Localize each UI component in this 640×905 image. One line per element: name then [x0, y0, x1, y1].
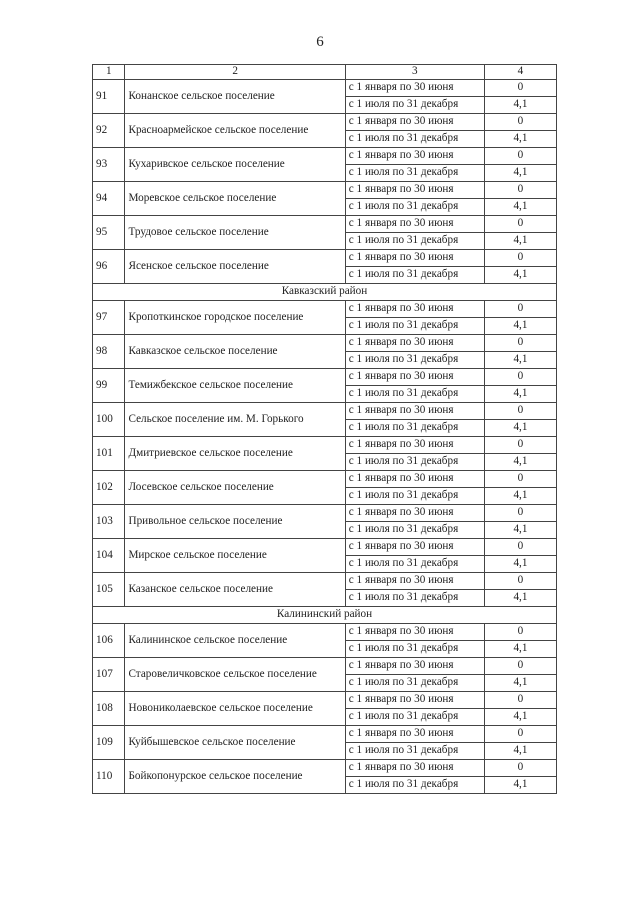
- table-row: [93, 80, 557, 97]
- table-body: [93, 65, 557, 794]
- value-first-half: 0: [484, 573, 556, 590]
- period-first-half: с 1 января по 30 июня: [345, 437, 484, 454]
- settlement-name: Кавказское сельское поселение: [125, 335, 345, 369]
- row-number: 99: [93, 369, 125, 403]
- row-number: 92: [93, 114, 125, 148]
- period-first-half: с 1 января по 30 июня: [345, 369, 484, 386]
- value-second-half: 4,1: [484, 590, 556, 607]
- column-header-2: 2: [125, 65, 345, 80]
- settlement-name: Лосевское сельское поселение: [125, 471, 345, 505]
- table-row: [93, 539, 557, 556]
- period-second-half: с 1 июля по 31 декабря: [345, 352, 484, 369]
- period-second-half: с 1 июля по 31 декабря: [345, 131, 484, 148]
- value-second-half: 4,1: [484, 233, 556, 250]
- period-first-half: с 1 января по 30 июня: [345, 114, 484, 131]
- row-number: 110: [93, 760, 125, 794]
- value-first-half: 0: [484, 760, 556, 777]
- period-second-half: с 1 июля по 31 декабря: [345, 165, 484, 182]
- period-second-half: с 1 июля по 31 декабря: [345, 199, 484, 216]
- row-number: 107: [93, 658, 125, 692]
- table-row: [93, 505, 557, 522]
- settlement-name: Новониколаевское сельское поселение: [125, 692, 345, 726]
- value-second-half: 4,1: [484, 556, 556, 573]
- row-number: 100: [93, 403, 125, 437]
- settlement-name: Темижбекское сельское поселение: [125, 369, 345, 403]
- period-first-half: с 1 января по 30 июня: [345, 573, 484, 590]
- value-second-half: 4,1: [484, 675, 556, 692]
- period-first-half: с 1 января по 30 июня: [345, 624, 484, 641]
- period-first-half: с 1 января по 30 июня: [345, 403, 484, 420]
- settlement-name: Моревское сельское поселение: [125, 182, 345, 216]
- tariff-table: [92, 64, 557, 794]
- value-first-half: 0: [484, 539, 556, 556]
- period-second-half: с 1 июля по 31 декабря: [345, 97, 484, 114]
- period-second-half: с 1 июля по 31 декабря: [345, 522, 484, 539]
- period-first-half: с 1 января по 30 июня: [345, 760, 484, 777]
- period-second-half: с 1 июля по 31 декабря: [345, 590, 484, 607]
- period-first-half: с 1 января по 30 июня: [345, 80, 484, 97]
- period-second-half: с 1 июля по 31 декабря: [345, 488, 484, 505]
- value-first-half: 0: [484, 437, 556, 454]
- table-row: [93, 335, 557, 352]
- value-second-half: 4,1: [484, 488, 556, 505]
- value-second-half: 4,1: [484, 165, 556, 182]
- period-first-half: с 1 января по 30 июня: [345, 335, 484, 352]
- period-second-half: с 1 июля по 31 декабря: [345, 743, 484, 760]
- settlement-name: Красноармейское сельское поселение: [125, 114, 345, 148]
- settlement-name: Калининское сельское поселение: [125, 624, 345, 658]
- table-row: [93, 658, 557, 675]
- row-number: 95: [93, 216, 125, 250]
- value-second-half: 4,1: [484, 131, 556, 148]
- period-second-half: с 1 июля по 31 декабря: [345, 777, 484, 794]
- table-row: [93, 692, 557, 709]
- settlement-name: Привольное сельское поселение: [125, 505, 345, 539]
- value-second-half: 4,1: [484, 386, 556, 403]
- settlement-name: Трудовое сельское поселение: [125, 216, 345, 250]
- row-number: 103: [93, 505, 125, 539]
- settlement-name: Конанское сельское поселение: [125, 80, 345, 114]
- table-row: [93, 624, 557, 641]
- column-header-3: 3: [345, 65, 484, 80]
- value-first-half: 0: [484, 148, 556, 165]
- value-first-half: 0: [484, 624, 556, 641]
- period-first-half: с 1 января по 30 июня: [345, 250, 484, 267]
- row-number: 98: [93, 335, 125, 369]
- region-header-row: [93, 607, 557, 624]
- settlement-name: Мирское сельское поселение: [125, 539, 345, 573]
- period-second-half: с 1 июля по 31 декабря: [345, 267, 484, 284]
- value-first-half: 0: [484, 369, 556, 386]
- period-second-half: с 1 июля по 31 декабря: [345, 420, 484, 437]
- column-header-1: 1: [93, 65, 125, 80]
- settlement-name: Бойкопонурское сельское поселение: [125, 760, 345, 794]
- settlement-name: Куйбышевское сельское поселение: [125, 726, 345, 760]
- row-number: 105: [93, 573, 125, 607]
- period-second-half: с 1 июля по 31 декабря: [345, 233, 484, 250]
- value-second-half: 4,1: [484, 777, 556, 794]
- value-second-half: 4,1: [484, 199, 556, 216]
- settlement-name: Казанское сельское поселение: [125, 573, 345, 607]
- row-number: 104: [93, 539, 125, 573]
- table-row: [93, 726, 557, 743]
- value-first-half: 0: [484, 726, 556, 743]
- row-number: 109: [93, 726, 125, 760]
- table-row: [93, 403, 557, 420]
- period-first-half: с 1 января по 30 июня: [345, 301, 484, 318]
- period-second-half: с 1 июля по 31 декабря: [345, 709, 484, 726]
- row-number: 108: [93, 692, 125, 726]
- table-row: [93, 148, 557, 165]
- settlement-name: Старовеличковское сельское поселение: [125, 658, 345, 692]
- table-row: [93, 471, 557, 488]
- region-header-row: [93, 284, 557, 301]
- value-second-half: 4,1: [484, 420, 556, 437]
- table-row: [93, 182, 557, 199]
- row-number: 93: [93, 148, 125, 182]
- row-number: 97: [93, 301, 125, 335]
- row-number: 91: [93, 80, 125, 114]
- page-number: 6: [316, 34, 324, 50]
- period-first-half: с 1 января по 30 июня: [345, 692, 484, 709]
- period-first-half: с 1 января по 30 июня: [345, 216, 484, 233]
- row-number: 106: [93, 624, 125, 658]
- settlement-name: Кухаривское сельское поселение: [125, 148, 345, 182]
- period-second-half: с 1 июля по 31 декабря: [345, 675, 484, 692]
- table-row: [93, 573, 557, 590]
- settlement-name: Сельское поселение им. М. Горького: [125, 403, 345, 437]
- value-second-half: 4,1: [484, 522, 556, 539]
- region-title: Кавказский район: [93, 284, 557, 301]
- period-first-half: с 1 января по 30 июня: [345, 182, 484, 199]
- value-first-half: 0: [484, 182, 556, 199]
- period-first-half: с 1 января по 30 июня: [345, 148, 484, 165]
- column-header-4: 4: [484, 65, 556, 80]
- table-row: [93, 216, 557, 233]
- value-second-half: 4,1: [484, 454, 556, 471]
- table-row: [93, 760, 557, 777]
- settlement-name: Кропоткинское городское поселение: [125, 301, 345, 335]
- table-row: [93, 437, 557, 454]
- value-second-half: 4,1: [484, 641, 556, 658]
- value-second-half: 4,1: [484, 267, 556, 284]
- value-first-half: 0: [484, 250, 556, 267]
- period-second-half: с 1 июля по 31 декабря: [345, 318, 484, 335]
- value-first-half: 0: [484, 80, 556, 97]
- row-number: 96: [93, 250, 125, 284]
- period-first-half: с 1 января по 30 июня: [345, 539, 484, 556]
- table-header-row: [93, 65, 557, 80]
- table-row: [93, 250, 557, 267]
- settlement-name: Дмитриевское сельское поселение: [125, 437, 345, 471]
- value-first-half: 0: [484, 692, 556, 709]
- row-number: 102: [93, 471, 125, 505]
- period-first-half: с 1 января по 30 июня: [345, 726, 484, 743]
- period-second-half: с 1 июля по 31 декабря: [345, 386, 484, 403]
- value-second-half: 4,1: [484, 97, 556, 114]
- table-row: [93, 369, 557, 386]
- value-first-half: 0: [484, 216, 556, 233]
- table-row: [93, 114, 557, 131]
- value-second-half: 4,1: [484, 318, 556, 335]
- value-first-half: 0: [484, 114, 556, 131]
- value-first-half: 0: [484, 335, 556, 352]
- period-second-half: с 1 июля по 31 декабря: [345, 641, 484, 658]
- region-title: Калининский район: [93, 607, 557, 624]
- value-first-half: 0: [484, 403, 556, 420]
- settlement-name: Ясенское сельское поселение: [125, 250, 345, 284]
- row-number: 101: [93, 437, 125, 471]
- period-first-half: с 1 января по 30 июня: [345, 471, 484, 488]
- period-second-half: с 1 июля по 31 декабря: [345, 556, 484, 573]
- value-second-half: 4,1: [484, 709, 556, 726]
- period-first-half: с 1 января по 30 июня: [345, 658, 484, 675]
- value-first-half: 0: [484, 301, 556, 318]
- table-row: [93, 301, 557, 318]
- value-first-half: 0: [484, 658, 556, 675]
- row-number: 94: [93, 182, 125, 216]
- value-second-half: 4,1: [484, 743, 556, 760]
- value-first-half: 0: [484, 505, 556, 522]
- value-second-half: 4,1: [484, 352, 556, 369]
- value-first-half: 0: [484, 471, 556, 488]
- period-first-half: с 1 января по 30 июня: [345, 505, 484, 522]
- period-second-half: с 1 июля по 31 декабря: [345, 454, 484, 471]
